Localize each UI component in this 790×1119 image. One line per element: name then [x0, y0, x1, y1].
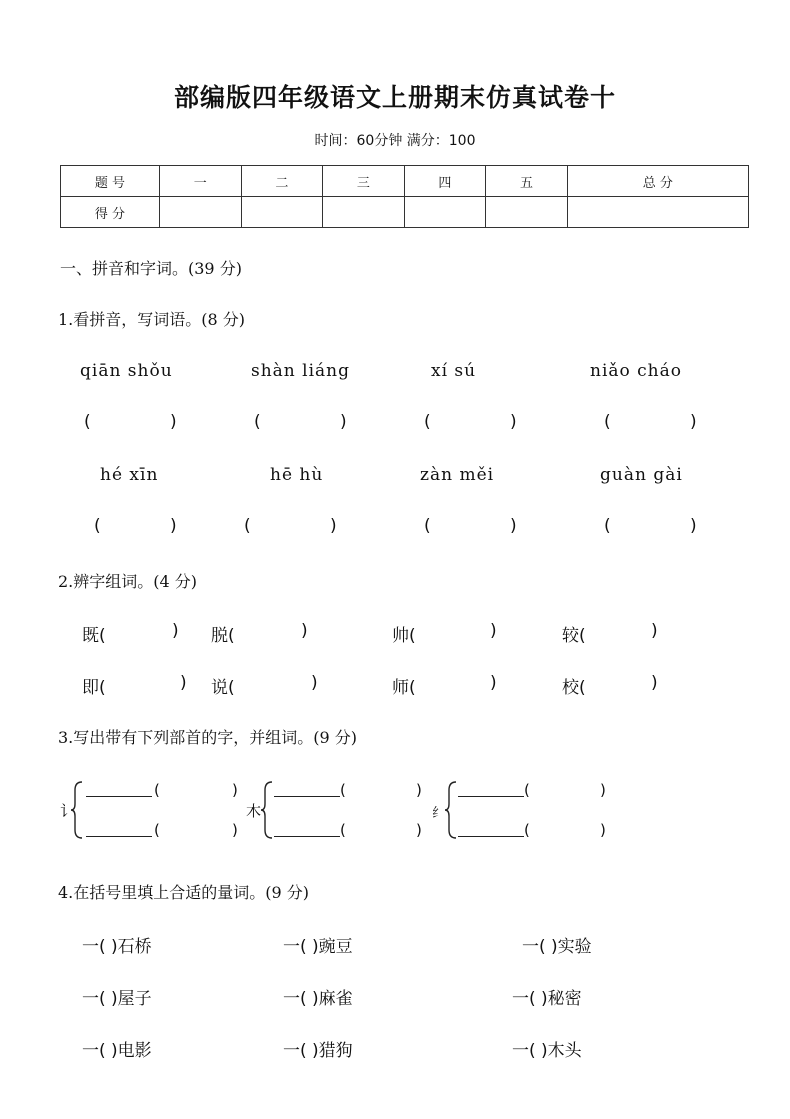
answer-paren-close: ) — [416, 781, 422, 799]
brace-icon — [70, 780, 84, 840]
measure-word-item[interactable]: 一( )石桥 — [82, 937, 152, 957]
score-input-cell[interactable] — [241, 197, 323, 228]
score-table-header-row — [61, 166, 749, 197]
score-input-cell[interactable] — [323, 197, 405, 228]
answer-paren-open[interactable]: ( — [254, 412, 261, 432]
answer-paren-close: ) — [690, 516, 697, 536]
answer-paren-open[interactable]: ( — [340, 821, 346, 839]
answer-paren-close: ) — [232, 821, 238, 839]
pinyin-item: qiān shǒu — [80, 361, 173, 381]
measure-word-item[interactable]: 一( )电影 — [82, 1041, 152, 1061]
measure-word-item[interactable]: 一( )猎狗 — [283, 1041, 353, 1061]
answer-paren-open[interactable]: ( — [524, 821, 530, 839]
score-input-cell[interactable] — [486, 197, 568, 228]
answer-paren-open[interactable]: ( — [84, 412, 91, 432]
answer-paren-open[interactable]: ( — [94, 516, 101, 536]
answer-paren-close: ) — [490, 621, 497, 641]
score-input-cell[interactable] — [404, 197, 486, 228]
pinyin-item: guàn gài — [600, 465, 683, 485]
score-table-cell: 得 分 — [61, 197, 160, 228]
character-blank[interactable] — [86, 796, 152, 797]
word-group-prompt[interactable]: 既( — [82, 626, 106, 646]
score-table-score-row — [61, 197, 749, 228]
page-title: 部编版四年级语文上册期末仿真试卷十 — [173, 83, 616, 112]
brace-icon — [260, 780, 274, 840]
answer-paren-open[interactable]: ( — [154, 821, 160, 839]
word-group-prompt[interactable]: 校( — [562, 678, 586, 698]
answer-paren-open[interactable]: ( — [340, 781, 346, 799]
answer-paren-close: ) — [651, 673, 658, 693]
pinyin-item: shàn liáng — [251, 361, 351, 381]
measure-word-item[interactable]: 一( )豌豆 — [283, 937, 353, 957]
answer-paren-close: ) — [311, 673, 318, 693]
character-blank[interactable] — [274, 836, 340, 837]
word-group-prompt[interactable]: 较( — [562, 626, 586, 646]
score-table-cell: 题 号 — [61, 166, 160, 197]
answer-paren-close: ) — [416, 821, 422, 839]
answer-paren-close: ) — [690, 412, 697, 432]
answer-paren-close: ) — [600, 781, 606, 799]
word-group-prompt[interactable]: 即( — [82, 678, 106, 698]
answer-paren-close: ) — [651, 621, 658, 641]
radical-label: 木 — [246, 802, 262, 820]
score-input-cell[interactable] — [160, 197, 242, 228]
character-blank[interactable] — [458, 836, 524, 837]
answer-paren-open[interactable]: ( — [424, 516, 431, 536]
answer-paren-open[interactable]: ( — [154, 781, 160, 799]
answer-paren-close: ) — [172, 621, 179, 641]
answer-paren-close: ) — [330, 516, 337, 536]
score-table-cell: 二 — [241, 166, 323, 197]
score-table-cell: 总 分 — [567, 166, 748, 197]
pinyin-item: niǎo cháo — [590, 361, 682, 381]
question-4-title: 4.在括号里填上合适的量词。(9 分) — [58, 883, 310, 902]
measure-word-item[interactable]: 一( )木头 — [512, 1041, 582, 1061]
radical-label: 讠 — [60, 802, 76, 820]
character-blank[interactable] — [458, 796, 524, 797]
answer-paren-close: ) — [510, 412, 517, 432]
answer-paren-close: ) — [170, 412, 177, 432]
score-table — [60, 165, 749, 228]
pinyin-item: xí sú — [431, 361, 477, 381]
answer-paren-open[interactable]: ( — [604, 516, 611, 536]
measure-word-item[interactable]: 一( )麻雀 — [283, 989, 353, 1009]
question-2-title: 2.辨字组词。(4 分) — [58, 572, 198, 591]
section-1-title: 一、拼音和字词。(39 分) — [60, 259, 242, 278]
answer-paren-open[interactable]: ( — [244, 516, 251, 536]
question-3-title: 3.写出带有下列部首的字，并组词。(9 分) — [58, 728, 358, 747]
brace-icon — [444, 780, 458, 840]
pinyin-item: hē hù — [270, 465, 324, 485]
answer-paren-close: ) — [340, 412, 347, 432]
measure-word-item[interactable]: 一( )秘密 — [512, 989, 582, 1009]
answer-paren-close: ) — [170, 516, 177, 536]
word-group-prompt[interactable]: 师( — [392, 678, 416, 698]
answer-paren-close: ) — [600, 821, 606, 839]
score-input-cell[interactable] — [567, 197, 748, 228]
measure-word-item[interactable]: 一( )屋子 — [82, 989, 152, 1009]
answer-paren-close: ) — [180, 673, 187, 693]
pinyin-item: zàn měi — [420, 465, 495, 485]
character-blank[interactable] — [86, 836, 152, 837]
character-blank[interactable] — [274, 796, 340, 797]
answer-paren-close: ) — [232, 781, 238, 799]
exam-time-and-score: 时间：60分钟 满分：100 — [314, 133, 476, 149]
answer-paren-open[interactable]: ( — [524, 781, 530, 799]
question-1-title: 1.看拼音，写词语。(8 分) — [58, 310, 246, 329]
pinyin-item: hé xīn — [100, 465, 159, 485]
score-table-cell: 一 — [160, 166, 242, 197]
word-group-prompt[interactable]: 帅( — [392, 626, 416, 646]
score-table-cell: 三 — [323, 166, 405, 197]
word-group-prompt[interactable]: 脱( — [211, 626, 235, 646]
score-table-cell: 四 — [404, 166, 486, 197]
measure-word-item[interactable]: 一( )实验 — [522, 937, 592, 957]
answer-paren-close: ) — [301, 621, 308, 641]
answer-paren-open[interactable]: ( — [424, 412, 431, 432]
answer-paren-close: ) — [490, 673, 497, 693]
answer-paren-close: ) — [510, 516, 517, 536]
answer-paren-open[interactable]: ( — [604, 412, 611, 432]
word-group-prompt[interactable]: 说( — [211, 678, 235, 698]
score-table-cell: 五 — [486, 166, 568, 197]
radical-label: 纟 — [432, 806, 446, 821]
